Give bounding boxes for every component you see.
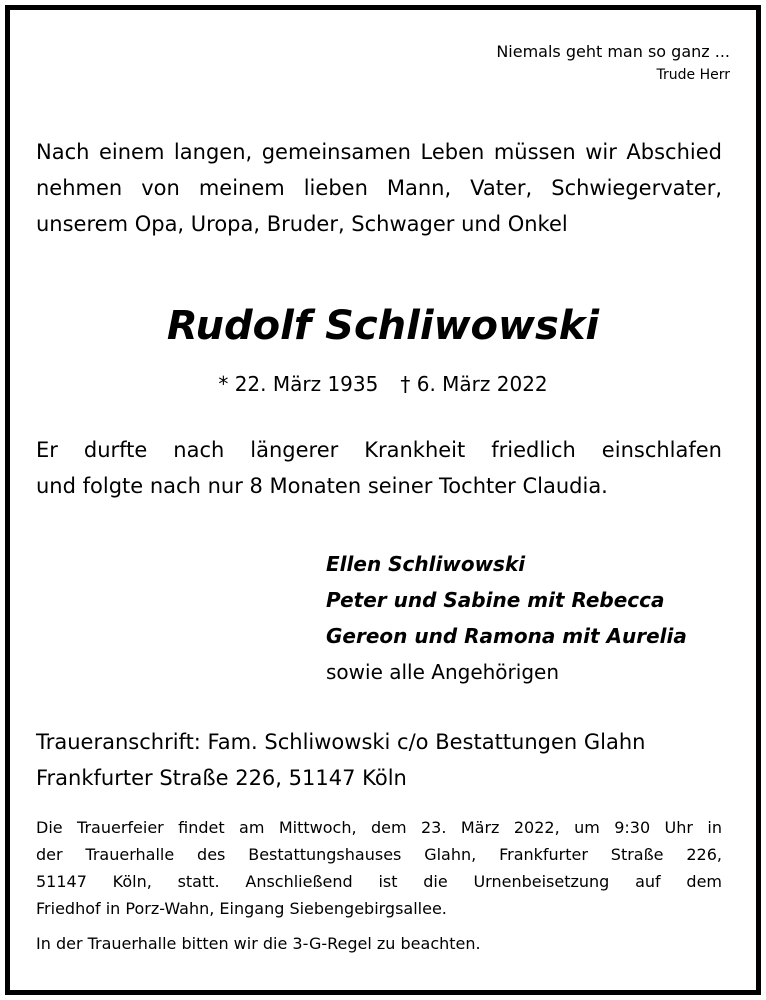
service-line: Friedhof in Porz-Wahn, Eingang Siebengebirgsallee.	[36, 899, 447, 918]
message-line: und folgte nach nur 8 Monaten seiner Tochter Claudia.	[36, 474, 608, 498]
life-dates	[0, 368, 766, 400]
family-member: Gereon und Ramona mit Aurelia	[326, 624, 687, 648]
epigraph	[496, 40, 730, 86]
hygiene-note: In der Trauerhalle bitten wir die 3-G-Regel zu beachten.	[36, 934, 481, 953]
address-line: Frankfurter Straße 226, 51147 Köln	[36, 766, 407, 790]
intro-paragraph: Nach einem langen, gemeinsamen Leben müssen wir Abschied nehmen von meinem lieben Mann, Vater, Schwiegervater, unserem Opa, Uropa, Bruder, Schwager und Onkel	[36, 140, 722, 236]
service-line: 51147 Köln, statt. Anschließend ist die Urnenbeisetzung auf dem	[36, 872, 722, 891]
address-line: Traueranschrift: Fam. Schliwowski c/o Bestattungen Glahn	[36, 730, 646, 754]
deceased-name: Rudolf Schliwowski	[166, 303, 600, 349]
family-member: Peter und Sabine mit Rebecca	[326, 588, 665, 612]
family-member: Ellen Schliwowski	[326, 552, 526, 576]
death-date: † 6. März 2022	[400, 372, 548, 396]
message-line: Er durfte nach längerer Krankheit friedlich einschlafen	[36, 438, 722, 462]
funeral-service-info	[36, 814, 722, 922]
family-relatives: sowie alle Angehörigen	[326, 660, 559, 684]
family-signatures	[326, 546, 687, 690]
message-paragraph	[36, 432, 722, 504]
service-line: Die Trauerfeier findet am Mittwoch, dem 23. März 2022, um 9:30 Uhr in	[36, 818, 722, 837]
service-line: der Trauerhalle des Bestattungshauses Glahn, Frankfurter Straße 226,	[36, 845, 722, 864]
mourning-address	[36, 724, 726, 796]
birth-date: * 22. März 1935	[218, 372, 379, 396]
epigraph-author: Trude Herr	[656, 67, 730, 83]
epigraph-text: Niemals geht man so ganz ...	[496, 42, 730, 61]
